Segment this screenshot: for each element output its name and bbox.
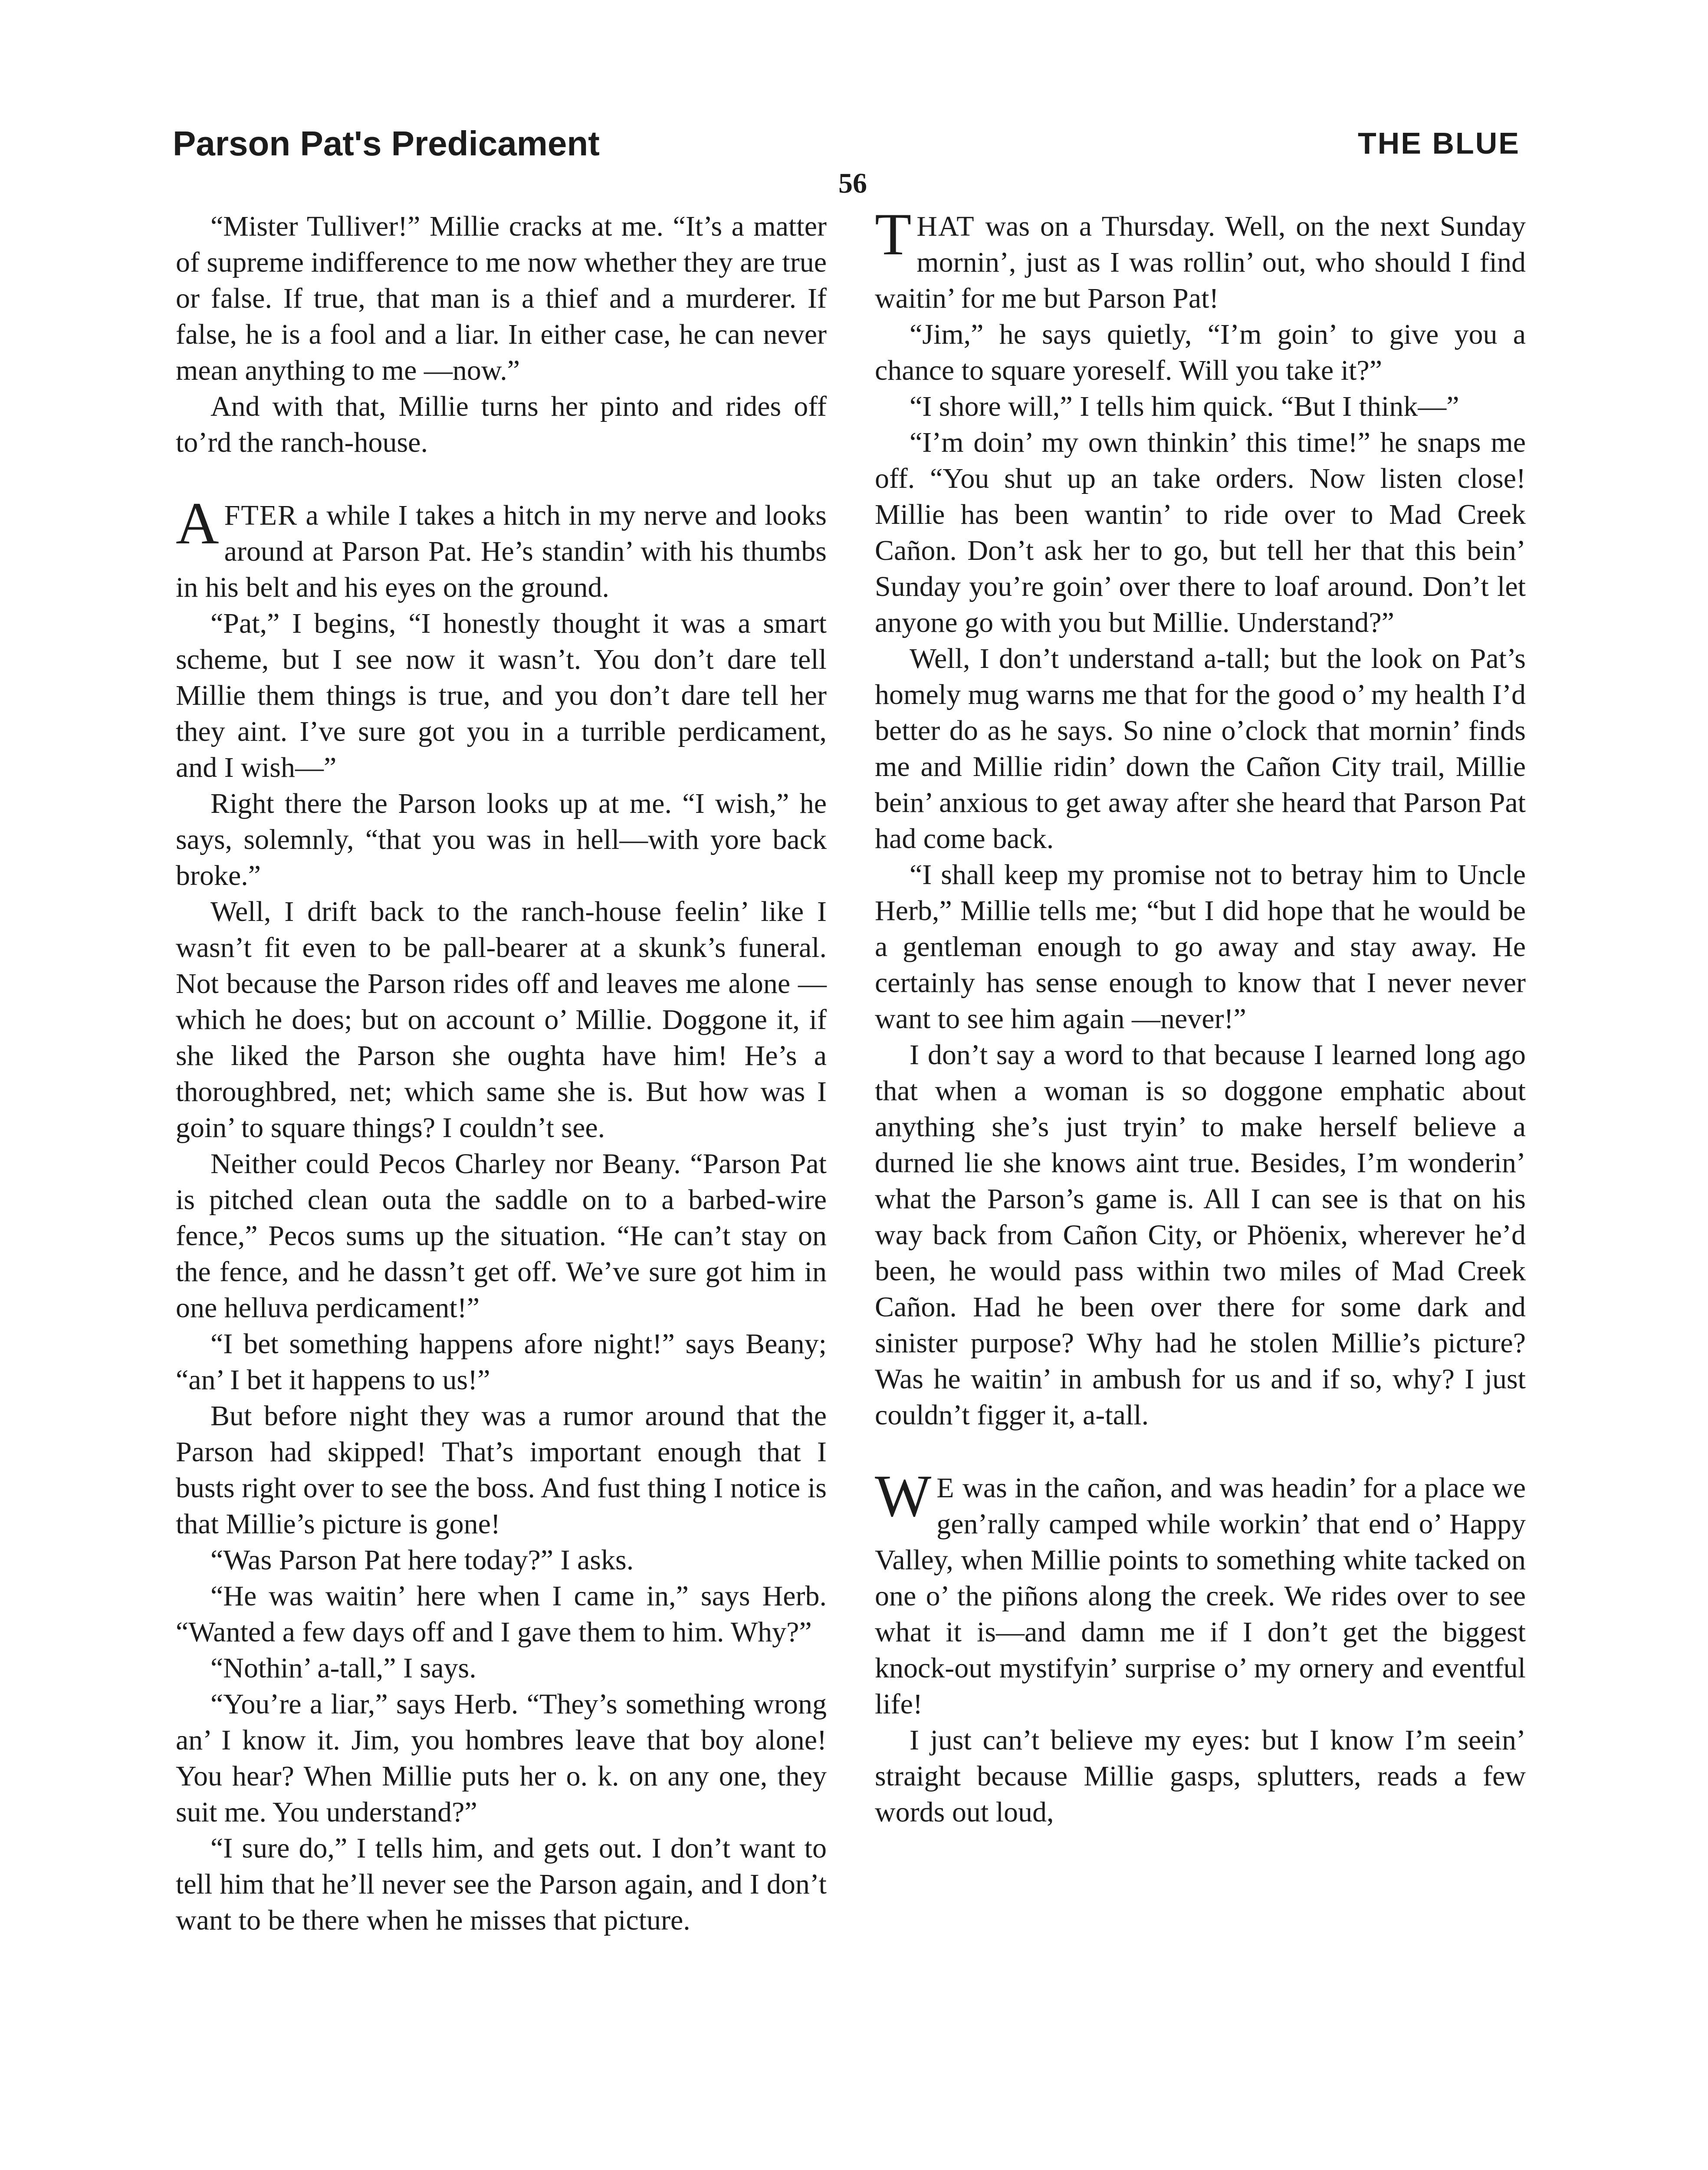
paragraph-text: was on a Thursday. Well, on the next Sunday mornin’, just as I was rollin’ out, who should I find waitin’ for me but Parson Pat! [875,210,1526,314]
paragraph: “I shall keep my promise not to betray him to Uncle Herb,” Millie tells me; “but I did hope that he would be a gentleman enough to go away and stay away. He certainly has sense enough to know that I never never want to see him again —never!” [875,859,1526,1035]
paragraph: “Pat,” I begins, “I honestly thought it was a smart scheme, but I see now it wasn’t. You don’t dare tell Millie them things is true, and you don’t dare tell her they aint. I’ve sure got you in a turrible perdicament, and I wish—” [176,608,827,783]
paragraph: “I sure do,” I tells him, and gets out. I don’t want to tell him that he’ll never see the Parson again, and I don’t want to be there when he misses that picture. [176,1832,827,1936]
paragraph: But before night they was a rumor around that the Parson had skipped! That’s important enough that I busts right over to see the boss. And fust thing I notice is that Millie’s picture is gone! [176,1400,827,1540]
paragraph-text: was in the cañon, and was headin’ for a place we gen’rally camped while workin’ that end o’ Happy Valley, when Millie points to something white tacked on one o’ the piñons along the creek. We rides over to see what it is—and damn me if I don’t get the biggest knock-out mystifyin’ surprise o’ my ornery and eventful life! [875,1472,1526,1720]
paragraph: And with that, Millie turns her pinto and rides off to’rd the ranch-house. [176,391,827,458]
paragraph: I just can’t believe my eyes: but I know I’m seein’ straight because Millie gasps, splutters, reads a few words out loud, [875,1724,1526,1828]
paragraph: “Nothin’ a-tall,” I says. [210,1652,476,1684]
left-column [176,208,827,1938]
section-paragraph [176,490,827,605]
section-paragraph [875,201,1526,316]
paragraph: Well, I drift back to the ranch-house feelin’ like I wasn’t fit even to be pall-bearer at a skunk’s funeral. Not because the Parson rides off and leaves me alone —which he does; but on account o’ Millie. Doggone it, if she liked the Parson she oughta have him! He’s a thoroughbred, net; which same she is. But how was I goin’ to square things? I couldn’t see. [176,896,827,1144]
drop-cap: W [875,1463,932,1529]
paragraph-text: a while I takes a hitch in my nerve and looks around at Parson Pat. He’s standin’ with his thumbs in his belt and his eyes on the ground. [176,500,827,603]
paragraph: “Jim,” he says quietly, “I’m goin’ to give you a chance to square yoreself. Will you take it?” [875,319,1526,386]
lead-word: HAT [916,210,975,242]
paragraph: Neither could Pecos Charley nor Beany. “Parson Pat is pitched clean outa the saddle on to a barbed-wire fence,” Pecos sums up the situation. “He can’t stay on the fence, and he dassn’t get off. We’ve sure got him in one helluva perdicament!” [176,1148,827,1324]
paragraph: “Was Parson Pat here today?” I asks. [210,1544,634,1576]
magazine-name: THE BLUE [1358,126,1520,160]
paragraph: Well, I don’t understand a-tall; but the look on Pat’s homely mug warns me that for the good o’ my health I’d better do as he says. So nine o’clock that mornin’ finds me and Millie ridin’ down the Cañon City trail, Millie bein’ anxious to get away after she heard that Parson Pat had come back. [875,643,1526,855]
drop-cap: T [875,201,912,267]
page-header-title: Parson Pat's Predicament [173,124,600,163]
paragraph: “I’m doin’ my own thinkin’ this time!” he snaps me off. “You shut up an take orders. Now listen close! Millie has been wantin’ to ride over to Mad Creek Cañon. Don’t ask her to go, but tell her that this bein’ Sunday you’re goin’ over there to loaf around. Don’t let anyone go with you but Millie. Understand?” [875,427,1526,638]
paragraph: “You’re a liar,” says Herb. “They’s something wrong an’ I know it. Jim, you hombres leave that boy alone! You hear? When Millie puts her o. k. on any one, they suit me. You understand?” [176,1688,827,1828]
page-number: 56 [838,168,867,199]
paragraph: “I bet something happens afore night!” says Beany; “an’ I bet it happens to us!” [176,1328,827,1396]
lead-word: FTER [224,500,298,531]
right-column [875,201,1526,1830]
paragraph: I don’t say a word to that because I learned long ago that when a woman is so doggone emphatic about anything she’s just tryin’ to make herself believe a durned lie she knows aint true. Besides, I’m wonderin’ what the Parson’s game is. All I can see is that on his way back from Cañon City, or Phöenix, wherever he’d been, he would pass within two miles of Mad Creek Cañon. Had he been over there for some dark and sinister purpose? Why had he stolen Millie’s picture? Was he waitin’ in ambush for us and if so, why? I just couldn’t figger it, a-tall. [875,1039,1526,1431]
lead-word: E [936,1472,955,1504]
paragraph: Right there the Parson looks up at me. “I wish,” he says, solemnly, “that you was in hell—with yore back broke.” [176,788,827,891]
paragraph: “Mister Tulliver!” Millie cracks at me. “It’s a matter of supreme indifference to me now whether they are true or false. If true, that man is a thief and a murderer. If false, he is a fool and a liar. In either case, he can never mean anything to me —now.” [176,210,827,386]
drop-cap: A [176,490,219,556]
paragraph: “He was waitin’ here when I came in,” says Herb. “Wanted a few days off and I gave them to him. Why?” [176,1580,827,1648]
section-paragraph [875,1463,1526,1722]
paragraph: “I shore will,” I tells him quick. “But I think—” [910,391,1459,422]
